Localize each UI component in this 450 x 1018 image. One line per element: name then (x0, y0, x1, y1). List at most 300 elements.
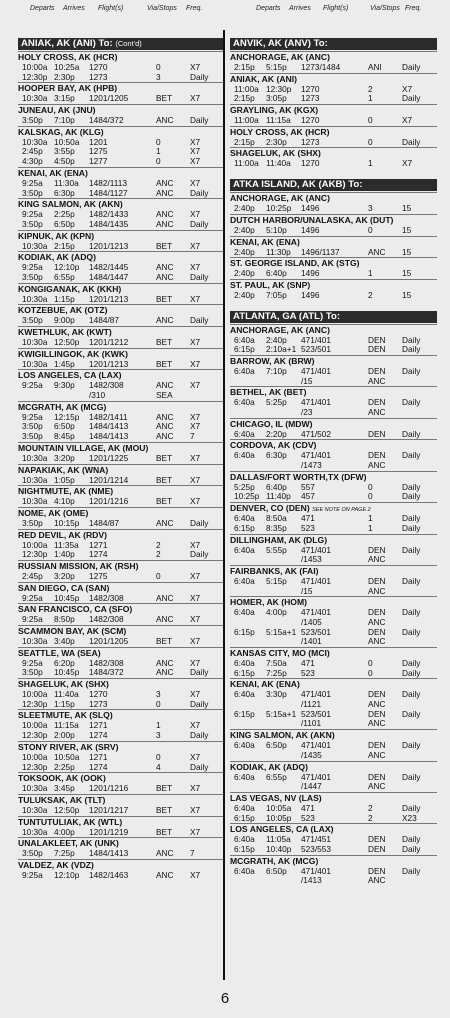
flight-row (18, 849, 225, 859)
origin-title: ATKA ISLAND, AK (AKB) To: (233, 179, 363, 191)
flight-row (230, 719, 437, 729)
via-stops: ANC (156, 411, 174, 422)
via-stops: 0 (156, 62, 161, 72)
frequency: X7 (402, 83, 413, 94)
destination-name: STONY RIVER, AK (SRV) (18, 741, 119, 752)
via-stops: ANC (156, 869, 174, 880)
depart-time: 3:50p (22, 218, 43, 229)
frequency: 15 (402, 289, 412, 300)
flight-row (18, 476, 225, 486)
frequency: Daily (402, 513, 421, 524)
destination-name: ANIAK, AK (ANI) (230, 73, 297, 84)
destination-name: TUNTUTULIAK, AK (WTL) (18, 816, 123, 827)
destination-heading (230, 126, 437, 138)
destination-name: SLEETMUTE, AK (SLQ) (18, 710, 113, 721)
via-stops: 3 (156, 689, 161, 700)
depart-time: 6:40a (234, 450, 255, 461)
via-stops: 3 (156, 730, 161, 741)
frequency: X7 (190, 156, 201, 167)
destination-name: DILLINGHAM, AK (DLG) (230, 534, 328, 545)
frequency: X7 (190, 804, 201, 815)
frequency: 7 (190, 431, 195, 442)
arrive-time: 4:00p (266, 607, 287, 618)
via-stops: 2 (368, 83, 373, 94)
origin-section-header (230, 38, 437, 50)
flight-numbers: 1273 (89, 71, 108, 82)
flight-numbers: 471/401 (301, 607, 331, 618)
flight-numbers: /1101 (301, 718, 322, 729)
arrive-time: 6:40p (266, 268, 287, 279)
flight-numbers: 523 (301, 812, 315, 823)
frequency: X7 (190, 146, 201, 157)
destination-name: LOS ANGELES, CA (LAX) (18, 370, 122, 381)
arrive-time: 8:50a (266, 513, 287, 524)
flight-numbers: 471 (301, 802, 315, 813)
flight-numbers: 1270 (301, 115, 320, 126)
flight-row (18, 828, 225, 838)
destination-name: SCAMMON BAY, AK (SCM) (18, 626, 127, 636)
flight-numbers: 1201/1205 (89, 93, 129, 104)
depart-time: 10:00a (22, 689, 48, 700)
via-stops: ANC (368, 636, 386, 647)
depart-time: 10:00a (22, 720, 48, 731)
via-stops: DEN (368, 575, 386, 586)
via-stops: DEN (368, 834, 386, 845)
via-stops: BET (156, 240, 173, 251)
flight-row (230, 546, 437, 556)
destination-name: BARROW, AK (BRW) (230, 355, 315, 366)
flight-row (230, 398, 437, 408)
frequency: X7 (190, 570, 201, 581)
frequency: Daily (402, 626, 421, 637)
arrive-time: 3:55p (54, 146, 75, 157)
flight-numbers: 1201/1213 (89, 358, 129, 369)
depart-time: 9:25a (22, 177, 43, 188)
depart-time: 10:30a (22, 804, 48, 815)
frequency: X7 (190, 452, 201, 463)
arrive-time: 7:10p (266, 365, 287, 376)
arrive-time: 6:50p (266, 740, 287, 751)
depart-time: 10:30a (22, 337, 48, 347)
destination-name: ANCHORAGE, AK (ANC) (230, 193, 330, 204)
via-stops: 0 (368, 481, 373, 492)
arrive-time: 7:25p (266, 667, 287, 678)
destination-name: CORDOVA, AK (CDV) (230, 440, 317, 451)
frequency: X7 (190, 496, 201, 507)
destination-heading (18, 348, 225, 360)
arrive-time: 2:25p (54, 209, 75, 220)
destination-name: JUNEAU, AK (JNU) (18, 105, 96, 116)
flight-row (230, 430, 437, 440)
via-stops: ANC (368, 718, 386, 729)
via-stops: 1 (156, 720, 161, 731)
destination-name: LAS VEGAS, NV (LAS) (230, 792, 322, 803)
frequency: X7 (190, 657, 201, 668)
flight-row (230, 159, 437, 169)
via-stops: BET (156, 337, 173, 347)
via-stops: ANC (156, 421, 174, 432)
via-stops: DEN (368, 397, 386, 408)
frequency: 15 (402, 224, 412, 235)
arrive-time: 3:30p (266, 689, 287, 700)
flight-numbers: 1273/1484 (301, 62, 341, 72)
destination-name: KALSKAG, AK (KLG) (18, 126, 104, 137)
flight-numbers: /15 (301, 375, 313, 386)
flight-numbers: 557 (301, 481, 315, 492)
flight-numbers: 1496 (301, 268, 320, 279)
frequency: X7 (402, 158, 413, 169)
frequency: X7 (190, 592, 201, 603)
via-stops: 1 (368, 158, 373, 169)
origin-section-header (230, 179, 437, 191)
via-stops: BET (156, 804, 173, 815)
flight-numbers: 1271 (89, 539, 108, 550)
arrive-time: 8:50p (54, 614, 75, 625)
destination-name: KOTZEBUE, AK (OTZ) (18, 305, 108, 316)
frequency: X7 (190, 689, 201, 700)
flight-row (230, 367, 437, 377)
frequency: Daily (402, 93, 421, 104)
frequency: Daily (190, 315, 209, 326)
arrive-time: 7:25p (54, 848, 75, 859)
flight-row (18, 572, 225, 582)
flight-numbers: 523/501 (301, 708, 331, 719)
flight-numbers: 523 (301, 667, 315, 678)
via-stops: ANC (156, 657, 174, 668)
flight-row (18, 668, 225, 678)
destination-heading (230, 73, 437, 85)
depart-time: 12:30p (22, 549, 48, 560)
via-stops: 2 (368, 812, 373, 823)
arrive-time: 2:40p (266, 334, 287, 345)
frequency: X7 (190, 720, 201, 731)
depart-time: 10:30a (22, 826, 48, 837)
arrive-time: 5:15a+1 (266, 626, 297, 637)
frequency: X7 (190, 636, 201, 646)
flight-row (230, 63, 437, 73)
via-stops: 1 (368, 522, 373, 533)
arrive-time: 6:40p (266, 481, 287, 492)
flight-row (230, 628, 437, 638)
destination-heading (18, 167, 225, 179)
frequency: X7 (190, 136, 201, 147)
flight-numbers: 1273 (89, 698, 108, 709)
frequency: 15 (402, 268, 412, 279)
frequency: Daily (402, 843, 421, 854)
destination-name: RUSSIAN MISSION, AK (RSH) (18, 560, 139, 571)
depart-time: 3:50p (22, 315, 43, 326)
via-stops: ANC (368, 407, 386, 417)
frequency: 15 (402, 246, 412, 257)
via-stops: DEN (368, 689, 386, 700)
arrive-time: 3:20p (54, 452, 75, 463)
depart-time: 6:40a (234, 802, 255, 813)
depart-time: 9:25a (22, 411, 43, 422)
via-stops: 3 (368, 203, 373, 214)
arrive-time: 10:50a (54, 136, 80, 147)
arrive-time: 2:15p (54, 240, 75, 251)
flight-numbers: 1201 (89, 136, 108, 147)
flight-row (18, 94, 225, 104)
frequency: Daily (402, 575, 421, 586)
frequency: Daily (402, 481, 421, 492)
frequency: X7 (190, 380, 201, 391)
destination-name: KENAI, AK (ENA) (230, 236, 300, 247)
arrive-time: 1:45p (54, 358, 75, 369)
via-stops: DEN (368, 365, 386, 376)
destination-heading (18, 442, 225, 454)
frequency: Daily (190, 549, 209, 560)
depart-time: 2:40p (234, 289, 255, 300)
flight-numbers: 1484/87 (89, 315, 119, 326)
flight-row (18, 700, 225, 710)
flight-numbers: 1496/1137 (301, 246, 340, 257)
via-stops: DEN (368, 428, 386, 439)
flight-row (230, 751, 437, 761)
depart-time: 10:00a (22, 62, 48, 72)
flight-numbers: 1201/1205 (89, 636, 129, 646)
arrive-time: 10:45p (54, 667, 80, 678)
arrive-time: 2:00p (54, 730, 75, 741)
depart-time: 2:40p (234, 268, 255, 279)
arrive-time: 8:35p (266, 522, 287, 533)
flight-numbers: 1201/1225 (89, 452, 129, 463)
arrive-time: 7:10p (54, 115, 75, 126)
arrive-time: 1:15p (54, 293, 75, 304)
header-via: Via/Stops (147, 5, 177, 12)
destination-name: KING SALMON, AK (AKN) (18, 199, 123, 210)
destination-name: NAPAKIAK, AK (WNA) (18, 464, 109, 475)
depart-time: 12:30p (22, 71, 48, 82)
depart-time: 9:25a (22, 657, 43, 668)
column-divider (223, 30, 225, 980)
arrive-time: 3:05p (266, 93, 287, 104)
destination-name: SHAGELUK, AK (SHX) (18, 679, 109, 690)
flight-row (18, 806, 225, 816)
frequency: X7 (190, 209, 201, 220)
depart-time: 9:25a (22, 209, 43, 220)
via-stops: DEN (368, 865, 386, 876)
flight-numbers: 1274 (89, 549, 108, 560)
destination-name: VALDEZ, AK (VDZ) (18, 859, 94, 870)
flight-numbers: /1447 (301, 781, 322, 792)
destination-heading (18, 283, 225, 295)
flight-row (230, 814, 437, 824)
via-stops: BET (156, 826, 173, 837)
section-spacer (230, 301, 437, 311)
arrive-time: 6:55p (266, 771, 287, 782)
flight-numbers: 523 (301, 522, 315, 533)
arrive-time: 6:50p (266, 865, 287, 876)
arrive-time: 2:30p (266, 136, 287, 147)
destination-name: KANSAS CITY, MO (MCI) (230, 648, 330, 658)
via-stops: 0 (156, 136, 161, 147)
destination-name: KWETHLUK, AK (KWT) (18, 327, 112, 337)
arrive-time: 6:50p (54, 218, 75, 229)
frequency: Daily (190, 761, 209, 772)
depart-time: 6:15p (234, 522, 255, 533)
depart-time: 3:50p (22, 115, 43, 126)
depart-time: 6:40a (234, 658, 255, 668)
flight-numbers: 1482/1113 (89, 177, 127, 188)
flight-row (230, 451, 437, 461)
arrive-time: 5:15a+1 (266, 708, 297, 719)
via-stops: 0 (368, 491, 373, 502)
frequency: X7 (190, 337, 201, 347)
flight-row (18, 273, 225, 283)
arrive-time: 6:50p (54, 421, 75, 432)
flight-numbers: 1275 (89, 570, 108, 581)
flight-row (18, 615, 225, 625)
depart-time: 3:50p (22, 517, 43, 528)
via-stops: ANC (156, 209, 174, 220)
destination-name: NOME, AK (OME) (18, 507, 89, 518)
flight-row (230, 524, 437, 534)
depart-time: 10:30a (22, 93, 48, 104)
destination-heading (18, 401, 225, 413)
flight-numbers: /1401 (301, 636, 322, 647)
depart-time: 6:15p (234, 812, 255, 823)
flight-numbers: 1496 (301, 203, 320, 214)
via-stops: ANC (368, 585, 386, 596)
depart-time: 2:15p (234, 136, 255, 147)
flight-numbers: 457 (301, 491, 315, 502)
frequency: X7 (190, 474, 201, 485)
flight-row (18, 242, 225, 252)
header-flights: Flight(s) (98, 5, 124, 12)
flight-row (18, 157, 225, 167)
arrive-time: 11:40a (54, 689, 79, 700)
frequency: X7 (190, 293, 201, 304)
flight-numbers: 471/401 (301, 575, 331, 586)
via-stops: 2 (156, 539, 161, 550)
depart-time: 2:40p (234, 224, 255, 235)
via-stops: BET (156, 636, 173, 646)
flight-row (230, 845, 437, 855)
flight-numbers: 1484/372 (89, 667, 124, 678)
via-stops: 1 (156, 146, 161, 157)
frequency: Daily (190, 218, 209, 229)
arrive-time: 11:15a (266, 115, 291, 126)
frequency: X7 (190, 62, 201, 72)
depart-time: 3:50p (22, 667, 43, 678)
origin-section-header (230, 311, 437, 323)
via-stops: ANC (368, 749, 386, 760)
header-freq: Freq. (186, 5, 203, 12)
flight-row (18, 316, 225, 326)
via-stops: 1 (368, 513, 373, 524)
arrive-time: 12:10p (54, 869, 80, 880)
flight-row (230, 269, 437, 279)
frequency: Daily (402, 522, 421, 533)
destination-heading (18, 529, 225, 541)
via-stops: 0 (156, 570, 161, 581)
via-stops: DEN (368, 607, 386, 618)
flight-row (18, 381, 225, 391)
depart-time: 6:40a (234, 607, 255, 618)
arrive-time: 11:40a (266, 158, 291, 169)
frequency: X7 (190, 539, 201, 550)
frequency: Daily (402, 136, 421, 147)
flight-row (230, 248, 437, 258)
arrive-time: 1:40p (54, 549, 75, 560)
flight-numbers: 1484/372 (89, 115, 124, 126)
flight-numbers: 471/401 (301, 334, 331, 345)
destination-name: KIPNUK, AK (KPN) (18, 230, 95, 241)
via-stops: 3 (156, 71, 161, 82)
frequency: Daily (190, 187, 209, 198)
frequency: Daily (190, 71, 209, 82)
via-stops: BET (156, 474, 173, 485)
flight-numbers: 471/401 (301, 740, 331, 751)
flight-numbers: 471/401 (301, 397, 331, 408)
depart-time: 6:40a (234, 428, 255, 439)
column-header-right (0, 5, 450, 17)
flight-numbers: 1201/1213 (89, 240, 129, 251)
depart-time: 3:50p (22, 431, 43, 442)
frequency: Daily (402, 802, 421, 813)
destination-name: KONGIGANAK, AK (KKH) (18, 283, 122, 294)
destination-heading (230, 236, 437, 248)
flight-numbers: 1273 (301, 93, 320, 104)
arrive-time: 9:30p (54, 380, 75, 391)
flight-numbers: 523/501 (301, 344, 331, 355)
origin-title: ANIAK, AK (ANI) To: (21, 38, 113, 49)
frequency: Daily (402, 771, 421, 782)
destination-name: KENAI, AK (ENA) (18, 167, 88, 178)
header-freq: Freq. (405, 5, 422, 12)
flight-row (230, 204, 437, 214)
via-stops: ANC (156, 592, 174, 603)
depart-time: 2:15p (234, 93, 255, 104)
flight-row (230, 741, 437, 751)
arrive-time: 5:10p (266, 224, 287, 235)
flight-numbers: /310 (89, 390, 106, 401)
depart-time: 4:30p (22, 156, 43, 167)
destination-name: LOS ANGELES, CA (LAX) (230, 824, 334, 835)
flight-numbers: 471 (301, 658, 315, 668)
flight-row (230, 461, 437, 471)
via-stops: BET (156, 452, 173, 463)
destination-name: MCGRATH, AK (MCG) (230, 855, 319, 866)
flight-numbers: /23 (301, 407, 313, 417)
via-stops: DEN (368, 450, 386, 461)
flight-numbers: 1484/1413 (89, 421, 129, 432)
arrive-time: 10:25a (54, 62, 80, 72)
flight-row (230, 492, 437, 502)
depart-time: 10:30a (22, 636, 48, 646)
depart-time: 9:25a (22, 592, 43, 603)
arrive-time: 10:25p (266, 203, 292, 214)
destination-name: CHICAGO, IL (MDW) (230, 418, 313, 429)
flight-numbers: 1484/1435 (89, 218, 129, 229)
arrive-time: 6:30p (54, 187, 75, 198)
flight-numbers: 1277 (89, 156, 108, 167)
frequency: X7 (190, 826, 201, 837)
via-stops: 1 (368, 268, 373, 279)
depart-time: 10:30a (22, 783, 48, 794)
flight-numbers: 471/401 (301, 365, 331, 376)
arrive-time: 2:30p (54, 71, 75, 82)
via-stops: ANC (156, 667, 174, 678)
frequency: Daily (402, 667, 421, 678)
destination-name: KODIAK, AK (ADQ) (230, 761, 308, 772)
depart-time: 11:00a (234, 115, 259, 126)
frequency: Daily (402, 740, 421, 751)
arrive-time: 1:15p (54, 698, 75, 709)
via-stops: BET (156, 358, 173, 369)
arrive-time: 3:40p (54, 636, 75, 646)
